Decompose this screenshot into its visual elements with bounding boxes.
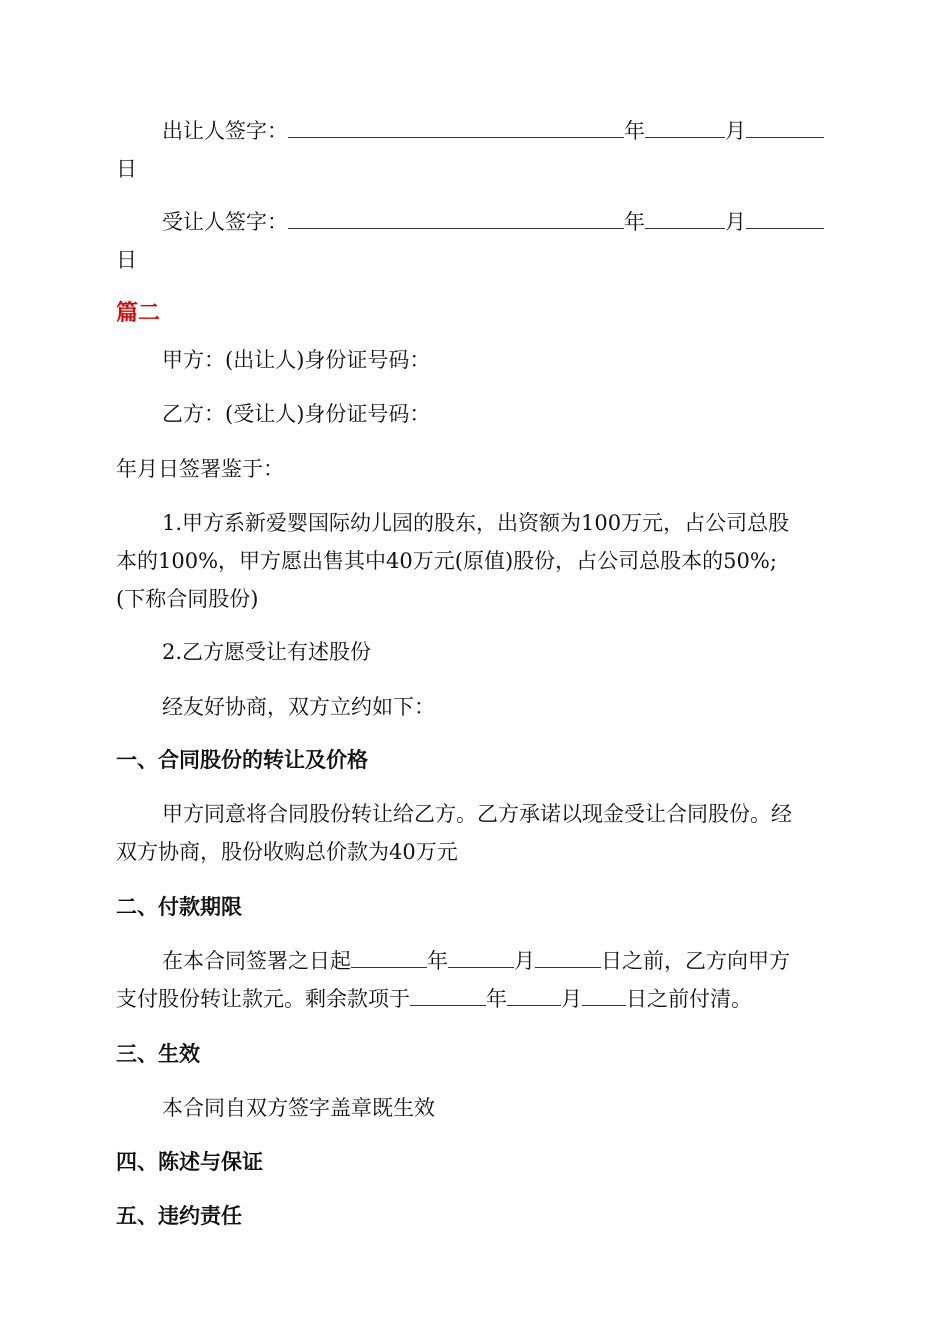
payment-year-blank: [351, 947, 427, 968]
transferor-signature-blank: [288, 117, 624, 138]
section-1-title: 一、合同股份的转让及价格: [116, 748, 368, 772]
section-2-body: [116, 942, 832, 1018]
clause-1-line-3: (下称合同股份): [116, 587, 259, 611]
s2-text-f: 年: [486, 987, 507, 1011]
clause-1-line-1: 1.甲方系新爱婴国际幼儿园的股东，出资额为100万元，占公司总股: [162, 511, 790, 535]
balance-year-blank: [410, 985, 486, 1006]
transferor-year-label: 年: [624, 119, 645, 143]
party-a-line: 甲方：(出让人)身份证号码：: [162, 348, 431, 372]
section-4-title: 四、陈述与保证: [116, 1150, 263, 1174]
clause-1: [116, 504, 832, 618]
s2-text-c: 月: [514, 949, 535, 973]
transferor-day-label: 日: [116, 157, 137, 181]
s2-text-b: 年: [427, 949, 448, 973]
whereas-line: 年月日签署鉴于：: [116, 457, 284, 481]
section-3-title: 三、生效: [116, 1042, 200, 1066]
section-5-title: 五、违约责任: [116, 1204, 242, 1228]
clause-2: 2.乙方愿受让有述股份: [162, 640, 372, 664]
transferee-month-blank: [746, 208, 824, 229]
part-two-title: 篇二: [116, 301, 161, 326]
s2-text-a: 在本合同签署之日起: [162, 949, 351, 973]
s2-text-g: 月: [561, 987, 582, 1011]
transferor-year-blank: [645, 117, 725, 138]
payment-month-blank: [448, 947, 514, 968]
transferee-day-label: 日: [116, 248, 137, 272]
s2-text-e: 支付股份转让款元。剩余款项于: [116, 987, 410, 1011]
transferee-year-label: 年: [624, 210, 645, 234]
transferee-year-blank: [645, 208, 725, 229]
clause-1-line-2: 本的100%，甲方愿出售其中40万元(原值)股份，占公司总股本的50%;: [116, 549, 777, 573]
section-3-body: 本合同自双方签字盖章既生效: [162, 1096, 435, 1120]
payment-day-blank: [535, 947, 601, 968]
section-1-line-1: 甲方同意将合同股份转让给乙方。乙方承诺以现金受让合同股份。经: [162, 802, 792, 826]
party-b-line: 乙方：(受让人)身份证号码：: [162, 402, 431, 426]
transferor-month-label: 月: [725, 119, 746, 143]
section-2-title: 二、付款期限: [116, 895, 242, 919]
transferee-signature-block: [116, 203, 832, 279]
section-1-line-2: 双方协商，股份收购总价款为40万元: [116, 840, 458, 864]
transferee-signature-label: 受让人签字：: [162, 210, 288, 234]
s2-text-d: 日之前，乙方向甲方: [601, 949, 790, 973]
transferee-month-label: 月: [725, 210, 746, 234]
balance-month-blank: [507, 985, 561, 1006]
transferee-signature-blank: [288, 208, 624, 229]
transferor-signature-block: [116, 112, 832, 188]
section-1-body: [116, 795, 832, 871]
s2-text-h: 日之前付清。: [626, 987, 752, 1011]
balance-day-blank: [582, 985, 626, 1006]
transferor-signature-label: 出让人签字：: [162, 119, 288, 143]
agreement-line: 经友好协商，双方立约如下：: [162, 695, 435, 719]
transferor-month-blank: [746, 117, 824, 138]
